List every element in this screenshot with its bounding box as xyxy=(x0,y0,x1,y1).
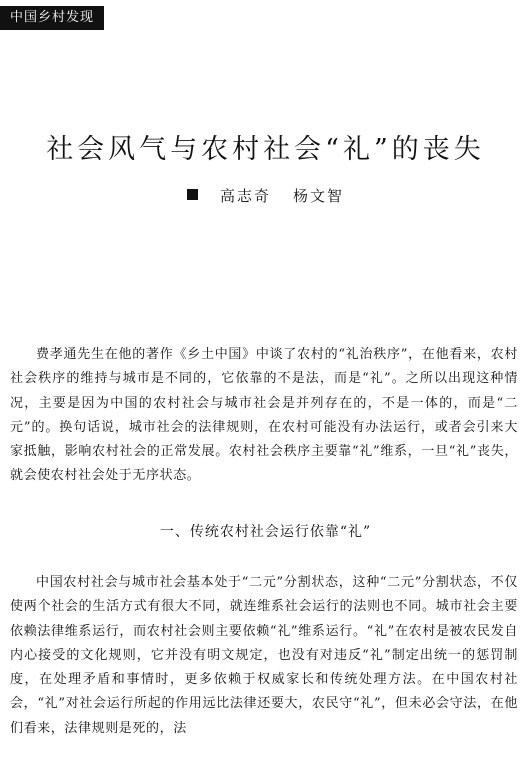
byline xyxy=(0,184,531,208)
body-paragraph: 中国农村社会与城市社会基本处于“二元”分割状态，这种“二元”分割状态，不仅使两个社会的生活方式有很大不同，就连维系社会运行的法则也不同。城市社会主要依赖法律维系运行，而农村社会则主要依赖“礼”维系运行。“礼”在农村是被农民发自内心接受的文化规则，它并没有明文规定，也没有对违反“礼”制定出统一的惩罚制度，在处理矛盾和事情时，更多依赖于权威家长和传统处理方法。在中国农村社会，“礼”对社会运行所起的作用远比法律还要大，农民守“礼”，但未必会守法，在他们看来，法律规则是死的，法 xyxy=(10,575,518,736)
author-name: 杨文智 xyxy=(293,187,345,205)
section-heading: 一、传统农村社会运行依靠“礼” xyxy=(159,524,372,540)
column-tag: 中国乡村发现 xyxy=(0,6,104,30)
body-paragraph: 费孝通先生在他的著作《乡土中国》中谈了农村的“礼治秩序”，在他看来，农村社会秩序的维持与城市是不同的，它依靠的不是法，而是“礼”。之所以出现这种情况，主要是因为中国的农村社会与城市社会是并列存在的，不是一体的，而是“二元”的。换句话说，城市社会的法律规则，在农村可能没有办法运行，或者会引来大家抵触，影响农村社会的正常发展。农村社会秩序主要靠“礼”维系，一旦“礼”丧失，就会使农村社会处于无序状态。 xyxy=(10,347,518,484)
article-title: 社会风气与农村社会“礼”的丧失 xyxy=(46,134,485,165)
author-name: 高志奇 xyxy=(219,187,271,205)
square-bullet-icon xyxy=(187,189,198,200)
